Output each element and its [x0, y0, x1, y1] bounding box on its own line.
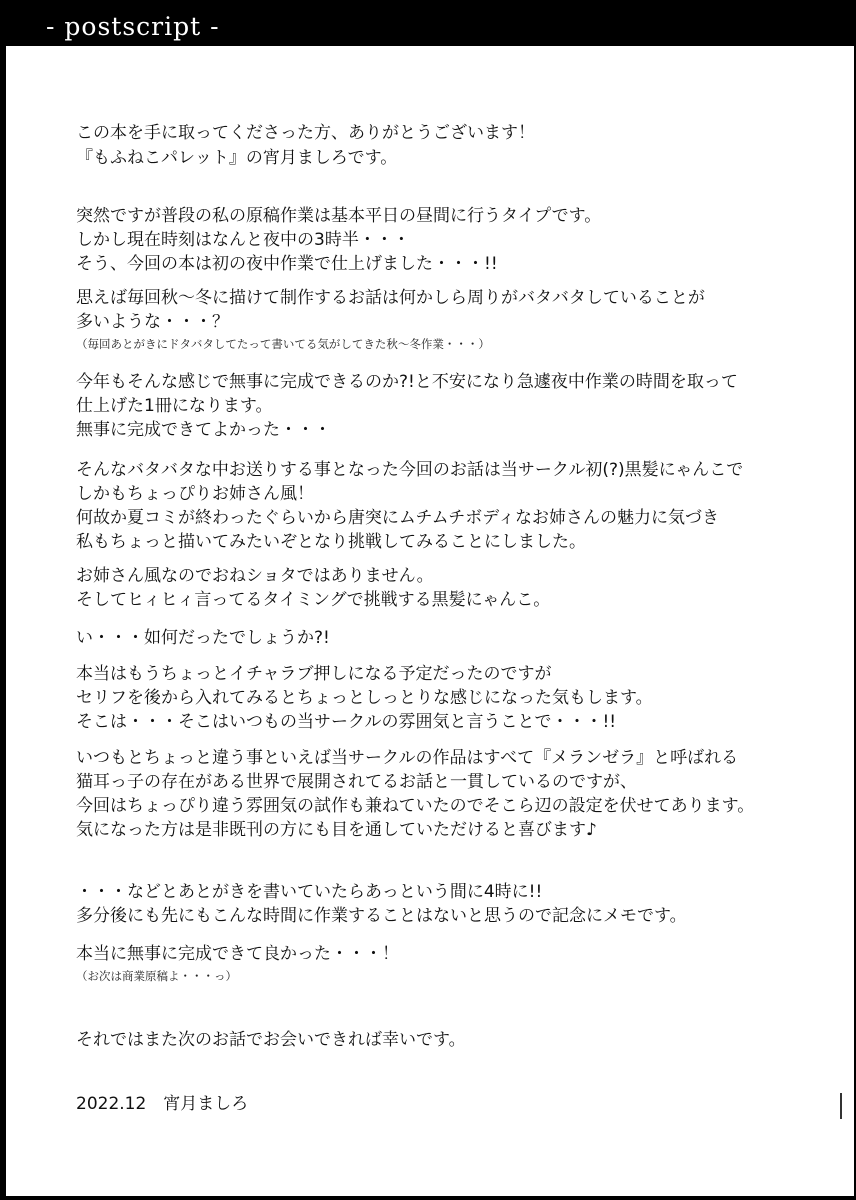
postscript-line: 気になった方は是非既刊の方にも目を通していただけると喜びます♪	[76, 820, 597, 840]
postscript-line: そんなバタバタな中お送りする事となった今回のお話は当サークル初(?)黒髪にゃんこで	[76, 460, 744, 480]
postscript-line: それではまた次のお話でお会いできれば幸いです。	[76, 1030, 466, 1050]
postscript-page	[6, 46, 854, 1196]
postscript-line: お姉さん風なのでおねショタではありません。	[76, 566, 434, 586]
postscript-line: 仕上げた1冊になります。	[76, 396, 273, 416]
postscript-line: 多いような・・・？	[76, 312, 229, 332]
postscript-line: セリフを後から入れてみるとちょっとしっとりな感じになった気もします。	[76, 688, 653, 708]
postscript-line: ・・・などとあとがきを書いていたらあっという間に4時に!!	[76, 882, 543, 902]
postscript-line: い・・・如何だったでしょうか?!	[76, 628, 330, 648]
postscript-line: 私もちょっと描いてみたいぞとなり挑戦してみることにしました。	[76, 532, 586, 552]
postscript-line: 突然ですが普段の私の原稿作業は基本平日の昼間に行うタイプです。	[76, 206, 602, 226]
postscript-line: 何故か夏コミが終わったぐらいから唐突にムチムチボディなお姉さんの魅力に気づき	[76, 508, 719, 528]
postscript-line: しかし現在時刻はなんと夜中の3時半・・・	[76, 230, 410, 250]
postscript-line: 本当に無事に完成できて良かった・・・！	[76, 944, 399, 964]
page-title: - postscript -	[46, 12, 220, 41]
postscript-line: 多分後にも先にもこんな時間に作業することはないと思うので記念にメモです。	[76, 906, 687, 926]
postscript-line: いつもとちょっと違う事といえば当サークルの作品はすべて『メランゼラ』と呼ばれる	[76, 748, 739, 768]
postscript-line: そしてヒィヒィ言ってるタイミングで挑戦する黒髪にゃんこ。	[76, 590, 551, 610]
postscript-line: 今回はちょっぴり違う雰囲気の試作も兼ねていたのでそこら辺の設定を伏せてあります。	[76, 796, 755, 816]
postscript-line: 『もふねこパレット』の宵月ましろです。	[76, 148, 398, 168]
postscript-line: 今年もそんな感じで無事に完成できるのか?!と不安になり急遽夜中作業の時間を取って	[76, 372, 738, 392]
page-edge-mark	[840, 1093, 850, 1119]
header-bar	[0, 0, 856, 46]
postscript-line: （お次は商業原稿よ・・・っ）	[76, 969, 237, 983]
postscript-line: しかもちょっぴりお姉さん風！	[76, 484, 314, 504]
postscript-line: 猫耳っ子の存在がある世界で展開されてるお話と一貫しているのですが、	[76, 772, 637, 792]
postscript-line: 2022.12 宵月ましろ	[76, 1094, 249, 1114]
postscript-line: （毎回あとがきにドタバタしてたって書いてる気がしてきた秋～冬作業・・・）	[76, 337, 490, 351]
postscript-line: 本当はもうちょっとイチャラブ押しになる予定だったのですが	[76, 664, 552, 684]
postscript-line: そう、今回の本は初の夜中作業で仕上げました・・・!!	[76, 254, 498, 274]
postscript-line: 思えば毎回秋～冬に描けて制作するお話は何かしら周りがバタバタしていることが	[76, 288, 705, 308]
postscript-line: 無事に完成できてよかった・・・	[76, 420, 331, 440]
postscript-line: そこは・・・そこはいつもの当サークルの雰囲気と言うことで・・・!!	[76, 712, 617, 732]
postscript-line: この本を手に取ってくださった方、ありがとうございます！	[76, 123, 535, 143]
